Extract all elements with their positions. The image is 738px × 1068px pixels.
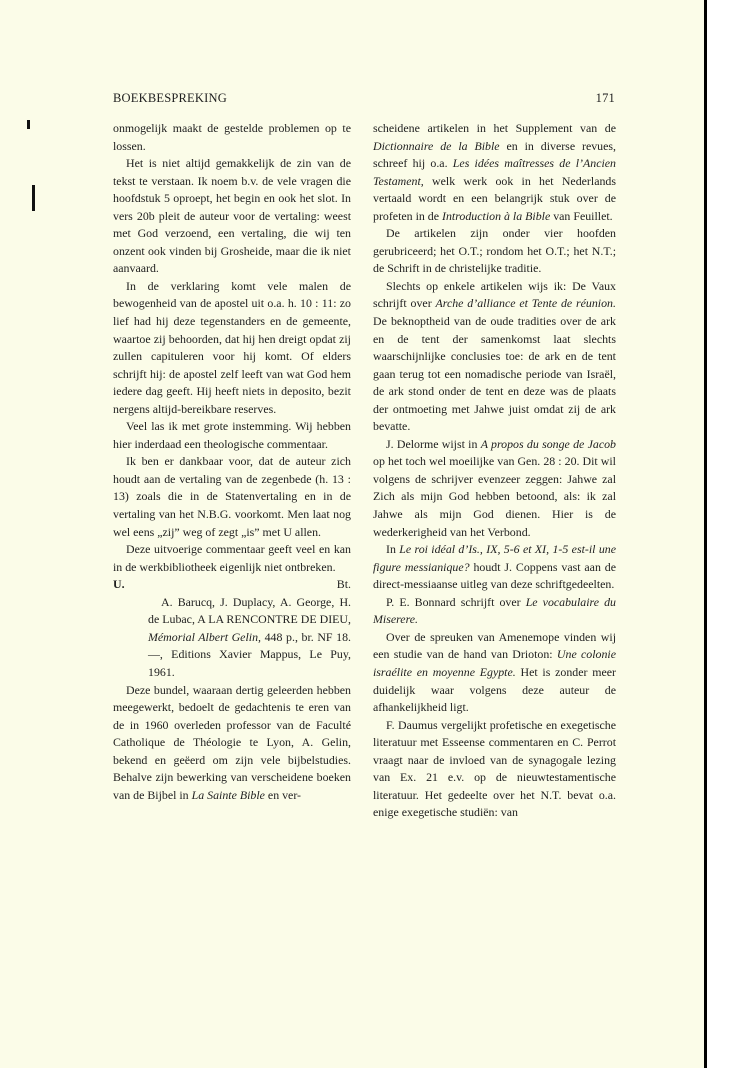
right-column	[373, 120, 616, 822]
paragraph: onmogelijk maakt de gestelde problemen op te lossen.	[113, 121, 351, 153]
page-number: 171	[595, 91, 615, 105]
paragraph: Het is niet altijd gemakkelijk de zin van de tekst te verstaan. Ik noem b.v. de vele vragen die hoofdstuk 5 oproept, het begin en ook het slot. In vers 20b pleit de auteur voor de vertaling: weest met God verzoend, een vertaling, die wij ten onzent ook vinden bij Grosheide, maar die ik niet aanvaard.	[113, 156, 351, 276]
paragraph: In Le roi idéal d’Is., IX, 5-6 et XI, 1-5 est-il une figure messianique? houdt J. Coppens vast aan de direct-messiaanse uitleg van deze schriftgedeelten.	[373, 542, 617, 592]
article-title-italic: Le roi idéal d’Is., IX, 5-6 et XI, 1-5 est-il une figure messianique?	[373, 542, 616, 574]
book-entry	[113, 594, 351, 682]
entry-details: 448 p., br. NF 18.—, Editions Xavier Mappus, Le Puy, 1961.	[148, 629, 351, 679]
paragraph: Slechts op enkele artikelen wijs ik: De Vaux schrijft over Arche d’alliance et Tente de réunion. De beknoptheid van de oude tradities over de ark en de tent der samenkomst laat slechts waarschijnlijke conclusies toe: de ark en de tent gaan terug tot een nomadische periode van Israël, de ark stond onder de tent en deze was de plaats der ontmoeting met Jahwe juist omdat zij de ark bevatte.	[373, 278, 616, 434]
paragraph: Deze uitvoerige commentaar geeft veel en kan in de werkbibliotheek eigenlijk niet ontbreken.	[113, 542, 351, 574]
book-title-italic: La Sainte Bible	[191, 787, 265, 802]
work-title-italic: Les idées maîtresses de l’Ancien Testament,	[373, 156, 616, 188]
review-signature	[113, 576, 351, 594]
paragraph: Ik ben er dankbaar voor, dat de auteur zich houdt aan de vertaling van de zegenbede (h. 13 : 13) zoals die in de Statenvertaling en in de vertaling van het N.B.G. voorkomt. Men laat nog wel eens „zij” weg of zegt „is” met U allen.	[113, 454, 351, 539]
scan-mark	[27, 120, 30, 129]
paragraph: Over de spreuken van Amenemope vinden wij een studie van de hand van Drioton: Une colonie israélite en moyenne Egypte. Het is zonder meer duidelijk waar volgens deze auteur de afhankelijkheid ligt.	[373, 629, 617, 715]
paragraph: Deze bundel, waaraan dertig geleerden hebben meegewerkt, bedoelt de gedachtenis te eren van de in 1960 overleden professor van de Faculté Catholique de Théologie te Lyon, A. Gelin, bekend en geëerd om zijn vele bijbelstudies. Behalve zijn bewerking van verscheidene boeken van de Bijbel in La Sainte Bible en ver-	[113, 682, 351, 802]
article-title-italic: Le vocabulaire du Miserere.	[373, 594, 616, 627]
entry-authors-title: A. Barucq, J. Duplacy, A. George, H. de Lubac, A LA RENCONTRE DE DIEU,	[148, 594, 351, 627]
paragraph: J. Delorme wijst in A propos du songe de Jacob op het toch wel moeilijke van Gen. 28 : 20. Dit wil volgens de schrijver evenzeer zeggen: Jahwe zal Zich als mijn God hebben betoond, als: ik zal Jahwe als mijn God dienen. Hier is de wederkerigheid van het Verbond.	[373, 436, 616, 539]
work-title-italic: Dictionnaire de la Bible	[373, 138, 500, 153]
left-column	[113, 120, 351, 804]
paragraph: De artikelen zijn onder vier hoofden gerubriceerd; het O.T.; rondom het O.T.; het N.T.; de Schrift in de christelijke traditie.	[373, 226, 616, 276]
signature-author: Bt.	[336, 577, 351, 592]
scan-mark	[32, 185, 35, 211]
paragraph: scheidene artikelen in het Supplement van de Dictionnaire de la Bible en in diverse revues, schreef hij o.a. Les idées maîtresses de l’Ancien Testament, welk werk ook in het Nederlands vertaald wordt en een belangrijk stuk over de profeten in de Introduction à la Bible van Feuillet.	[373, 121, 616, 223]
paragraph: F. Daumus vergelijkt profetische en exegetische literatuur met Esseense commentaren en C. Perrot vraagt naar de invloed van de synagogale lezing van Ex. 21 e.v. op de nieuwtestamentische literatuur. Het gedeelte over het N.T. bevat o.a. enige exegetische studiën: van	[373, 717, 616, 820]
work-title-italic: Introduction à la Bible	[442, 208, 551, 223]
article-title-italic: A propos du songe de Jacob	[480, 436, 616, 451]
entry-subtitle: Mémorial Albert Gelin,	[148, 629, 261, 644]
article-title-italic: Une colonie israélite en moyenne Egypte.	[373, 647, 617, 679]
signature-initial: U.	[113, 577, 125, 592]
paragraph: P. E. Bonnard schrijft over Le vocabulaire du Miserere.	[373, 594, 616, 627]
page-edge	[704, 0, 707, 1068]
paragraph: Veel las ik met grote instemming. Wij hebben hier inderdaad een theologische commentaar.	[113, 419, 351, 451]
running-title: BOEKBESPREKING	[113, 91, 227, 105]
article-title-italic: Arche d’alliance et Tente de réunion.	[435, 296, 616, 311]
paragraph: In de verklaring komt vele malen de bewogenheid van de apostel uit o.a. h. 10 : 11: zo lief had hij deze tegenstanders en de gemeente, waartoe zij behoorden, dat hij hen dreigt opdat zij zullen capituleren voor hij komt. Of elders schrijft hij: de apostel zelf leeft van wat God hem iedere dag geeft. Hij heeft niets in deposito, bezit nergens altijd-bereikbare reserves.	[113, 278, 351, 416]
